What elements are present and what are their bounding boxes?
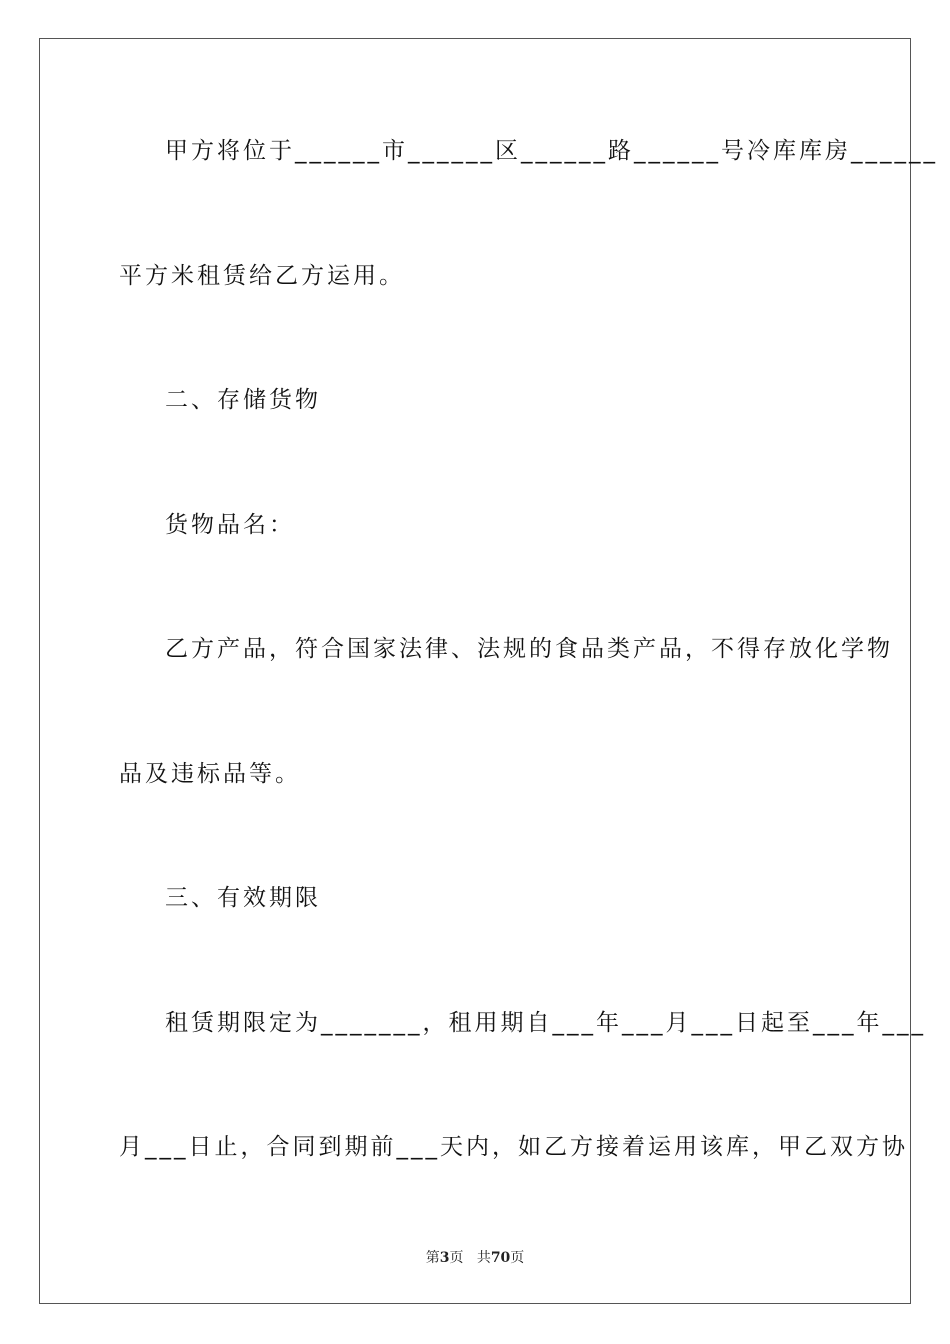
paragraph-line-5: 乙方产品，符合国家法律、法规的食品类产品，不得存放化学物 (165, 636, 893, 662)
paragraph-line-1: 甲方将位于______市______区______路______号冷库库房______ (165, 138, 938, 164)
paragraph-line-goods-name: 货物品名： (165, 512, 295, 538)
paragraph-line-8: 租赁期限定为_______，租用期自___年___月___日起至___年___ (165, 1010, 926, 1036)
paragraph-line-9: 月___日止，合同到期前___天内，如乙方接着运用该库，甲乙双方协 (119, 1134, 908, 1160)
page-footer (0, 1247, 950, 1267)
page-frame (39, 38, 911, 1304)
paragraph-line-2: 平方米租赁给乙方运用。 (119, 263, 405, 289)
total-suffix: 页 (510, 1250, 525, 1266)
total-pages: 70 (490, 1250, 511, 1266)
section-heading-validity-period: 三、有效期限 (165, 885, 321, 911)
page-prefix: 第 (425, 1250, 440, 1266)
total-prefix: 共 (476, 1250, 491, 1266)
page-suffix: 页 (449, 1250, 464, 1266)
section-heading-storage-goods: 二、存储货物 (165, 387, 321, 413)
page-number: 3 (439, 1250, 450, 1266)
paragraph-line-6: 品及违标品等。 (119, 761, 301, 787)
